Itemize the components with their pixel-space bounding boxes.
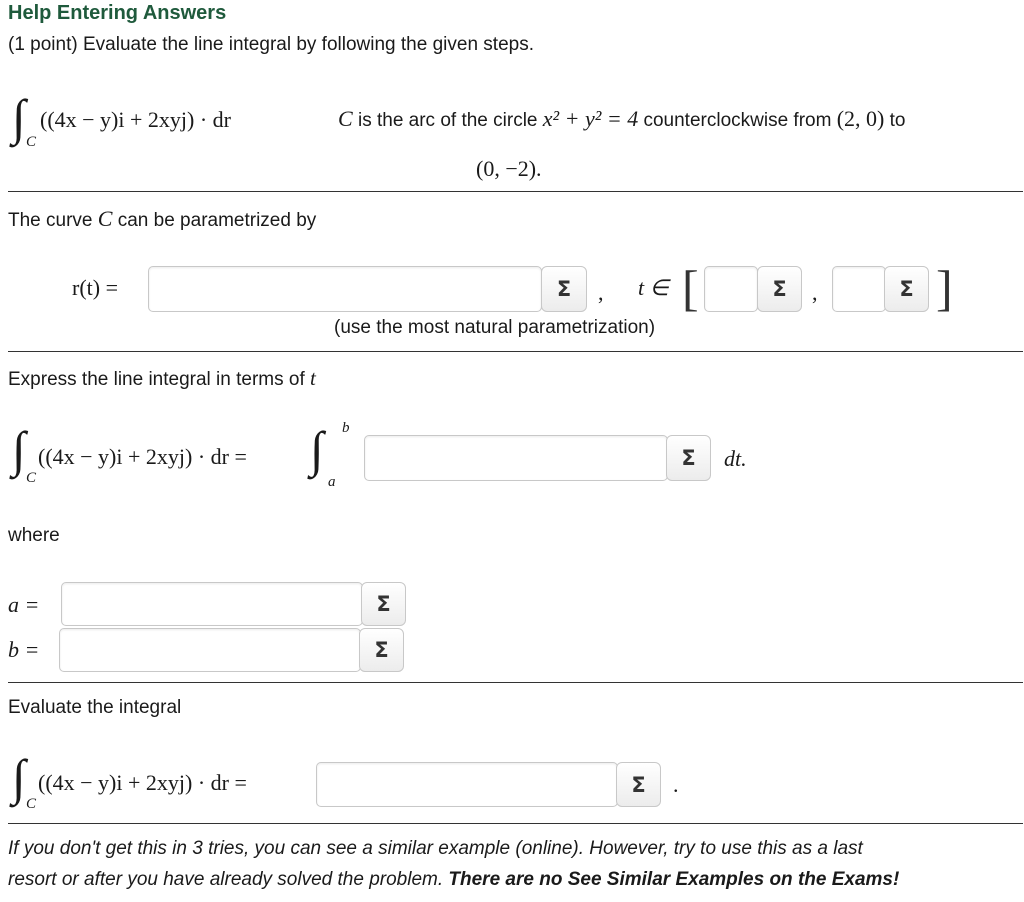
t-start-input[interactable] <box>704 266 758 312</box>
result-equation-editor-button[interactable] <box>616 762 661 807</box>
step2-text: Express the line integral in terms of t <box>8 366 316 390</box>
sigma-icon: Σ <box>631 772 646 797</box>
footer-line-2 <box>8 869 899 891</box>
r-comma: , <box>598 280 604 305</box>
problem-integral <box>10 89 300 162</box>
divider-3 <box>8 682 1023 683</box>
a-equation-editor-button[interactable] <box>361 582 406 626</box>
start-point: (2, 0) <box>836 106 885 131</box>
description-to: to <box>889 110 906 131</box>
description-text-2: counterclockwise from <box>643 110 832 131</box>
left-bracket: [ <box>682 260 699 316</box>
interval-comma: , <box>812 280 818 305</box>
b-equation-editor-button[interactable] <box>359 628 404 672</box>
integrand-equals: ((4x − y)i + 2xyj) · dr = <box>38 444 247 469</box>
right-bracket: ] <box>936 260 953 316</box>
end-point: (0, −2). <box>476 156 542 181</box>
divider-2 <box>8 351 1023 352</box>
lower-limit: a <box>328 474 336 490</box>
step3-integral <box>10 749 320 822</box>
t-end-equation-editor-button[interactable] <box>884 266 929 312</box>
integrand-equals: ((4x − y)i + 2xyj) · dr = <box>38 770 247 795</box>
circle-equation: x² + y² = 4 <box>542 106 639 131</box>
t-in-label: t ∈ <box>638 275 669 300</box>
result-input[interactable] <box>316 762 618 807</box>
curve-symbol: C <box>338 106 353 131</box>
sigma-icon: Σ <box>899 277 914 301</box>
step3-text: Evaluate the integral <box>8 697 182 718</box>
integrand: ((4x − y)i + 2xyj) · dr <box>40 107 231 132</box>
t-end-input[interactable] <box>832 266 886 312</box>
footer-line-1: If you don't get this in 3 tries, you can see a similar example (online). However, try to use this as a last <box>8 838 863 859</box>
integral-sign: ∫ <box>12 89 26 145</box>
integrand-input[interactable] <box>364 435 668 481</box>
t-start-equation-editor-button[interactable] <box>757 266 802 312</box>
curve-symbol-2: C <box>97 206 113 231</box>
step2-integral <box>10 420 370 494</box>
integral-sign: ∫ <box>12 749 26 805</box>
integrand-equation-editor-button[interactable] <box>666 435 711 481</box>
divider-1 <box>8 191 1023 192</box>
sigma-icon: Σ <box>772 277 787 301</box>
integral-subscript: C <box>26 796 37 812</box>
dt-label: dt. <box>724 446 747 471</box>
r-label: r(t) = <box>72 275 118 300</box>
step1-text: The curve C can be parametrized by <box>8 206 317 231</box>
b-input[interactable] <box>59 628 361 672</box>
integral-sign: ∫ <box>12 421 26 477</box>
help-entering-answers-link[interactable]: Help Entering Answers <box>8 2 227 24</box>
sigma-icon: Σ <box>374 638 389 662</box>
footer-bold-warning: There are no See Similar Examples on the Exams! <box>448 869 900 890</box>
result-period: . <box>673 772 679 797</box>
integral-subscript: C <box>26 134 37 150</box>
a-label: a = <box>8 592 40 617</box>
integral-subscript: C <box>26 470 37 486</box>
problem-description <box>338 106 906 132</box>
parametrization-hint: (use the most natural parametrization) <box>334 317 656 338</box>
r-input[interactable] <box>148 266 542 312</box>
a-input[interactable] <box>61 582 363 626</box>
footer-italic-text: resort or after you have already solved the problem. <box>8 869 444 890</box>
r-equation-editor-button[interactable] <box>541 266 587 312</box>
sigma-icon: Σ <box>681 446 696 470</box>
t-symbol: t <box>310 366 316 390</box>
b-label: b = <box>8 637 40 662</box>
sigma-icon: Σ <box>556 277 572 301</box>
definite-integral-sign: ∫ <box>310 421 324 477</box>
sigma-icon: Σ <box>376 592 391 616</box>
divider-4 <box>8 823 1023 824</box>
problem-intro: (1 point) Evaluate the line integral by following the given steps. <box>8 34 534 55</box>
where-label: where <box>8 525 60 546</box>
description-text-1: is the arc of the circle <box>357 110 538 131</box>
upper-limit: b <box>342 420 350 436</box>
